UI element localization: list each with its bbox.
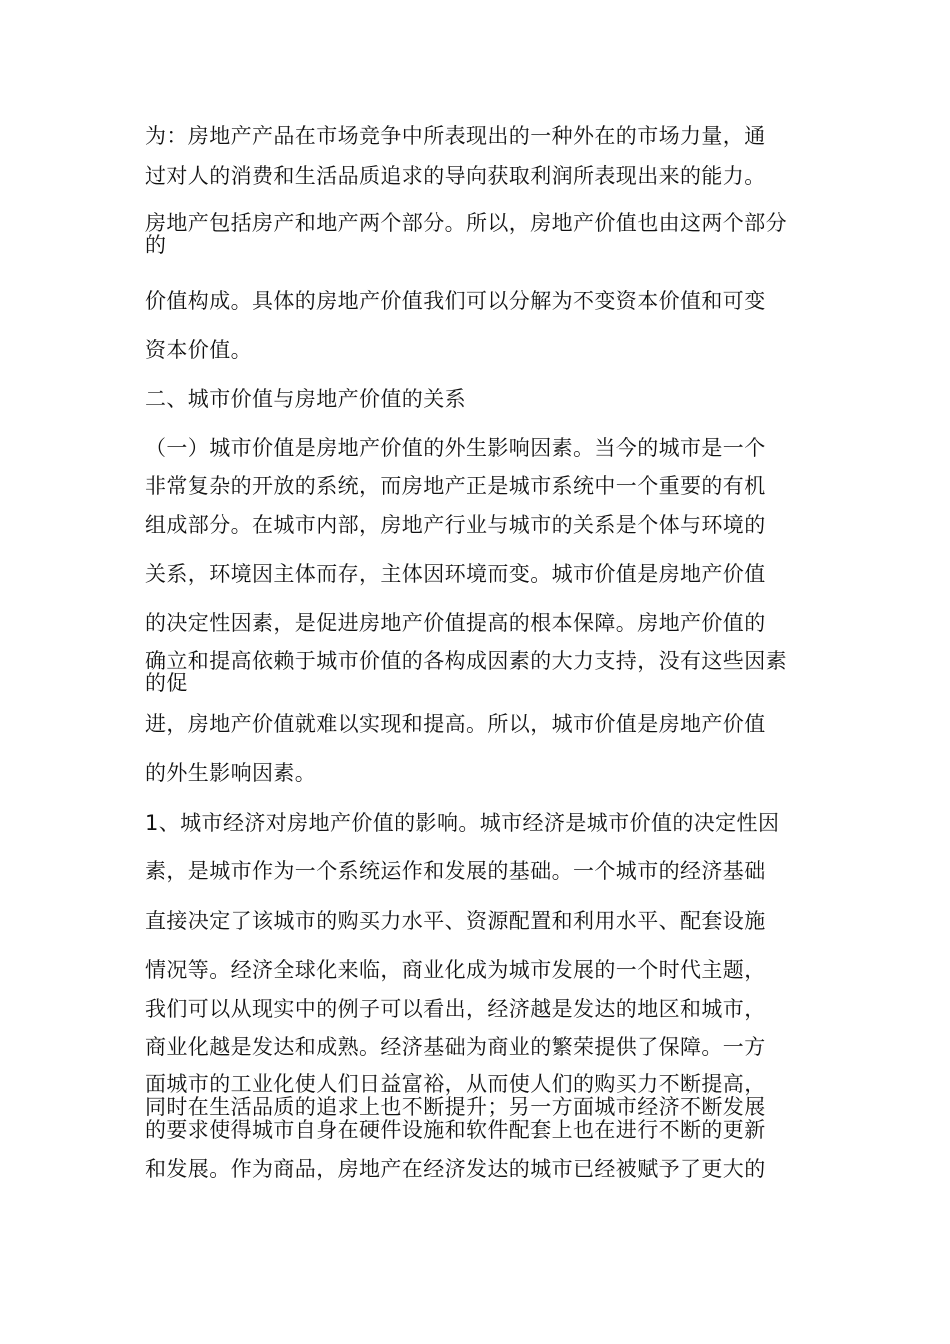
paragraph-line: 的要求使得城市自身在硬件设施和软件配套上也在进行不断的更新 xyxy=(145,1118,766,1142)
paragraph-line: 我们可以从现实中的例子可以看出，经济越是发达的地区和城市， xyxy=(145,997,766,1021)
paragraph-line: 组成部分。在城市内部，房地产行业与城市的关系是个体与环境的 xyxy=(145,513,766,537)
paragraph-line: 关系，环境因主体而存，主体因环境而变。城市价值是房地产价值 xyxy=(145,562,766,586)
paragraph-line: 的外生影响因素。 xyxy=(145,761,317,785)
paragraph-line: 商业化越是发达和成熟。经济基础为商业的繁荣提供了保障。一方 xyxy=(145,1035,766,1059)
paragraph-line: 1、城市经济对房地产价值的影响。城市经济是城市价值的决定性因 xyxy=(145,811,780,835)
paragraph-line: 房地产包括房产和地产两个部分。所以，房地产价值也由这两个部分的 xyxy=(145,211,787,257)
paragraph-line: 价值构成。具体的房地产价值我们可以分解为不变资本价值和可变 xyxy=(145,289,766,313)
paragraph-line: （一）城市价值是房地产价值的外生影响因素。当今的城市是一个 xyxy=(145,436,766,460)
paragraph-line: 素，是城市作为一个系统运作和发展的基础。一个城市的经济基础 xyxy=(145,859,766,883)
paragraph-line: 和发展。作为商品，房地产在经济发达的城市已经被赋予了更大的 xyxy=(145,1157,766,1181)
paragraph-line: 非常复杂的开放的系统，而房地产正是城市系统中一个重要的有机 xyxy=(145,474,766,498)
paragraph-line: 资本价值。 xyxy=(145,338,252,362)
paragraph-line: 同时在生活品质的追求上也不断提升；另一方面城市经济不断发展 xyxy=(145,1095,766,1119)
paragraph-line: 直接决定了该城市的购买力水平、资源配置和利用水平、配套设施 xyxy=(145,909,766,933)
paragraph-line: 的决定性因素，是促进房地产价值提高的根本保障。房地产价值的 xyxy=(145,611,766,635)
paragraph-line: 为：房地产产品在市场竞争中所表现出的一种外在的市场力量，通 xyxy=(145,124,766,148)
paragraph-line: 过对人的消费和生活品质追求的导向获取利润所表现出来的能力。 xyxy=(145,164,766,188)
paragraph-line: 确立和提高依赖于城市价值的各构成因素的大力支持，没有这些因素的促 xyxy=(145,649,787,695)
paragraph-line: 情况等。经济全球化来临，商业化成为城市发展的一个时代主题， xyxy=(145,958,766,982)
section-heading: 二、城市价值与房地产价值的关系 xyxy=(145,387,466,411)
paragraph-line: 面城市的工业化使人们日益富裕，从而使人们的购买力不断提高， xyxy=(145,1072,766,1096)
paragraph-line: 进，房地产价值就难以实现和提高。所以，城市价值是房地产价值 xyxy=(145,712,766,736)
